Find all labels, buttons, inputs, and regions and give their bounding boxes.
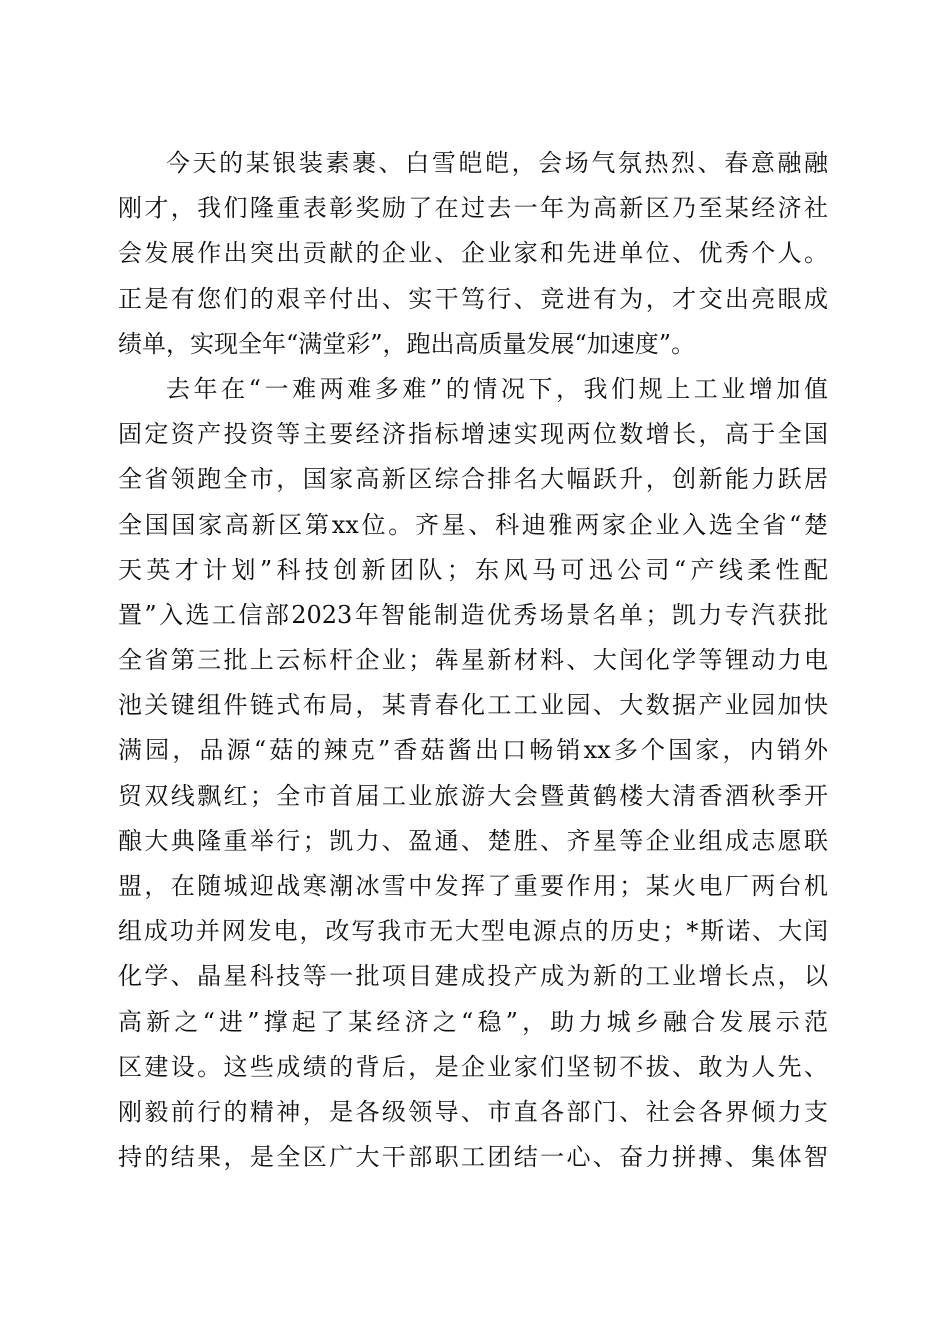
paragraph-2-line-5: 天英才计划”科技创新团队；东风马可迅公司“产线柔性配 (118, 555, 828, 584)
paragraph-2-line-14: 化学、晶星科技等一批项目建成投产成为新的工业增长点，以 (118, 962, 828, 991)
paragraph-2-line-17: 刚毅前行的精神，是各级领导、市直各部门、社会各界倾力支 (118, 1097, 828, 1126)
paragraph-2-line-15: 高新之“进”撑起了某经济之“稳”，助力城乡融合发展示范 (118, 1007, 828, 1036)
paragraph-1-line-5: 绩单，实现全年“满堂彩”，跑出高质量发展“加速度”。 (118, 329, 696, 358)
paragraph-1-line-1: 今天的某银装素裹、白雪皑皑，会场气氛热烈、春意融融 (166, 149, 828, 177)
document-body (118, 141, 828, 1180)
paragraph-2-line-3: 全省领跑全市，国家高新区综合排名大幅跃升，创新能力跃居 (118, 465, 828, 494)
paragraph-2-line-13: 组成功并网发电，改写我市无大型电源点的历史；*斯诺、大闰 (118, 917, 828, 946)
paragraph-2-line-9: 满园，品源“菇的辣克”香菇酱出口畅销xx多个国家，内销外 (118, 736, 828, 765)
paragraph-2-line-4: 全国国家高新区第xx位。齐星、科迪雅两家企业入选全省“楚 (118, 510, 828, 539)
paragraph-2-line-12: 盟，在随城迎战寒潮冰雪中发挥了重要作用；某火电厂两台机 (118, 872, 828, 900)
paragraph-2-line-6: 置”入选工信部2023年智能制造优秀场景名单；凯力专汽获批 (118, 600, 828, 629)
paragraph-1-line-3: 会发展作出突出贡献的企业、企业家和先进单位、优秀个人。 (118, 239, 828, 268)
paragraph-2-line-7: 全省第三批上云标杆企业；犇星新材料、大闰化学等锂动力电 (118, 646, 828, 675)
paragraph-2-line-8: 池关键组件链式布局，某青春化工工业园、大数据产业园加快 (118, 691, 828, 720)
paragraph-1-line-4: 正是有您们的艰辛付出、实干笃行、竞进有为，才交出亮眼成 (118, 284, 828, 313)
paragraph-1-line-2: 刚才，我们隆重表彰奖励了在过去一年为高新区乃至某经济社 (118, 194, 828, 223)
paragraph-2-line-1: 去年在“一难两难多难”的情况下，我们规上工业增加值 (166, 374, 828, 403)
paragraph-2-line-2: 固定资产投资等主要经济指标增速实现两位数增长，高于全国 (118, 420, 828, 449)
paragraph-2-line-16: 区建设。这些成绩的背后，是企业家们坚韧不拔、敢为人先、 (118, 1052, 828, 1081)
paragraph-2-line-18: 持的结果，是全区广大干部职工团结一心、奋力拼搏、集体智 (118, 1143, 828, 1172)
paragraph-2-line-11: 酿大典隆重举行；凯力、盈通、楚胜、齐星等企业组成志愿联 (118, 826, 828, 855)
paragraph-2-line-10: 贸双线飘红；全市首届工业旅游大会暨黄鹤楼大清香酒秋季开 (118, 781, 828, 810)
